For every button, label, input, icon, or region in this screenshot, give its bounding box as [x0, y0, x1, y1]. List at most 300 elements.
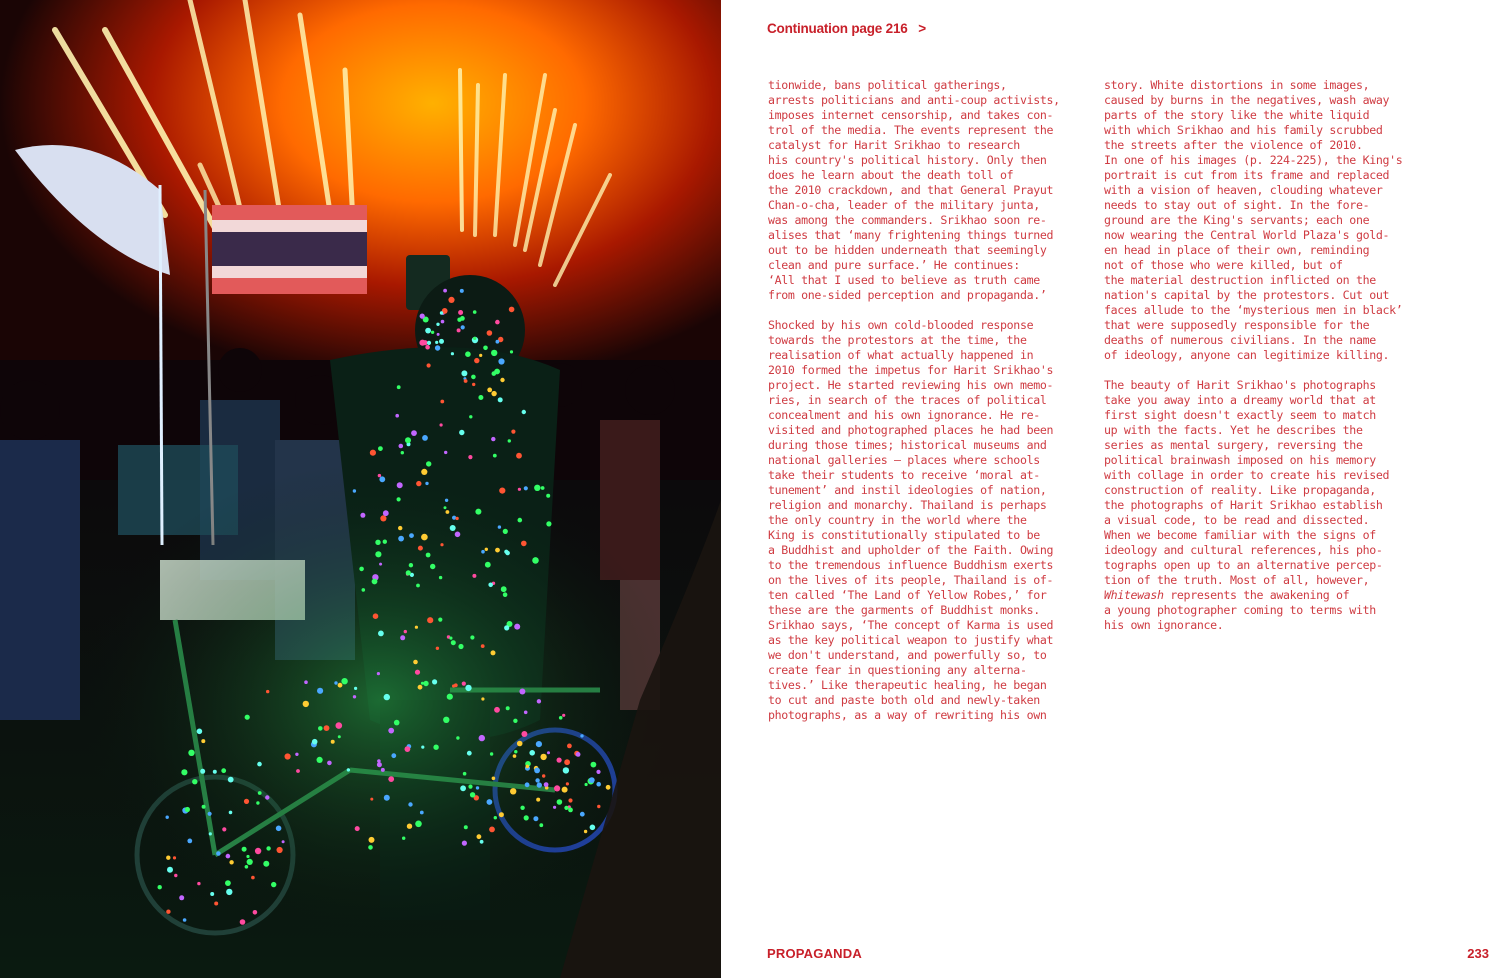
- led-light: [524, 815, 529, 820]
- led-light: [590, 825, 596, 831]
- led-light: [158, 885, 162, 889]
- led-light: [501, 586, 507, 592]
- led-light: [532, 557, 539, 564]
- led-light: [427, 341, 431, 345]
- led-light: [443, 717, 449, 723]
- led-light: [375, 551, 381, 557]
- text-line: Srikhao says, ‘The concept of Karma is used: [768, 618, 1054, 632]
- text-line: caused by burns in the negatives, wash away: [1104, 93, 1390, 107]
- led-light: [485, 548, 488, 551]
- led-light: [464, 825, 468, 829]
- led-light: [536, 798, 540, 802]
- led-light: [464, 379, 468, 383]
- text-line: first sight doesn't exactly seem to match: [1104, 408, 1376, 422]
- led-light: [201, 739, 205, 743]
- led-light: [327, 761, 332, 766]
- led-light: [559, 716, 563, 720]
- led-light: [487, 388, 492, 393]
- led-light: [487, 330, 493, 336]
- led-light: [597, 805, 600, 808]
- led-light: [388, 776, 394, 782]
- text-line: imposes internet censorship, and takes con-: [768, 108, 1054, 122]
- led-light: [537, 782, 542, 787]
- text-line: story. White distortions in some images,: [1104, 78, 1370, 92]
- led-light: [433, 745, 438, 750]
- led-light: [564, 806, 568, 810]
- text-line: that were supposedly responsible for the: [1104, 318, 1370, 332]
- text-line: ‘All that I used to believe as truth came: [768, 273, 1040, 287]
- led-light: [397, 497, 401, 501]
- led-light: [468, 785, 472, 789]
- led-light: [564, 759, 570, 765]
- italic-title: Whitewash: [1104, 588, 1164, 602]
- led-light: [460, 785, 466, 791]
- led-light: [514, 624, 520, 630]
- text-line: a Buddhist and upholder of the Faith. Owing: [768, 543, 1054, 557]
- led-light: [494, 707, 500, 713]
- led-light: [500, 378, 504, 382]
- led-light: [498, 358, 504, 364]
- led-light: [295, 753, 298, 756]
- led-light: [214, 902, 218, 906]
- led-light: [415, 670, 420, 675]
- continuation-label: Continuation page 216: [767, 21, 908, 36]
- led-light: [179, 895, 184, 900]
- led-light: [421, 746, 424, 749]
- led-light: [473, 337, 476, 340]
- led-light: [377, 672, 380, 675]
- text-line: the material destruction inflicted on the: [1104, 273, 1376, 287]
- led-light: [426, 461, 431, 466]
- led-light: [415, 626, 418, 629]
- led-light: [312, 739, 318, 745]
- led-light: [451, 640, 456, 645]
- led-light: [183, 918, 187, 922]
- led-light: [463, 772, 467, 776]
- led-light: [347, 768, 350, 771]
- text-line: the 2010 crackdown, and that General Prayut: [768, 183, 1054, 197]
- led-light: [457, 318, 461, 322]
- text-line-tail: represents the awakening of: [1163, 588, 1350, 602]
- led-light: [491, 437, 495, 441]
- led-light: [436, 647, 439, 650]
- text-line: tion of the truth. Most of all, however,: [1104, 573, 1370, 587]
- led-light: [446, 510, 450, 514]
- led-light: [226, 889, 232, 895]
- led-light: [465, 685, 471, 691]
- led-light: [336, 722, 343, 729]
- text-line: [1104, 588, 1440, 603]
- led-light: [188, 750, 194, 756]
- led-light: [394, 720, 400, 726]
- led-light: [271, 882, 276, 887]
- led-light: [536, 741, 542, 747]
- led-light: [567, 744, 572, 749]
- led-light: [458, 310, 463, 315]
- led-light: [557, 758, 562, 763]
- led-light: [282, 840, 285, 843]
- led-light: [402, 837, 405, 840]
- led-light: [554, 785, 560, 791]
- led-light: [469, 415, 472, 418]
- led-light: [418, 546, 423, 551]
- led-light: [516, 453, 522, 459]
- led-light: [481, 644, 485, 648]
- text-line: as the key political weapon to justify what: [768, 633, 1054, 647]
- led-light: [448, 297, 454, 303]
- led-light: [539, 823, 543, 827]
- led-light: [210, 892, 214, 896]
- led-light: [526, 765, 530, 769]
- led-light: [544, 782, 549, 787]
- led-light: [491, 350, 497, 356]
- led-light: [540, 754, 546, 760]
- text-line: political brainwash imposed on his memory: [1104, 453, 1376, 467]
- led-light: [425, 482, 428, 485]
- led-light: [476, 786, 479, 789]
- led-light: [596, 782, 601, 787]
- led-light: [384, 795, 390, 801]
- led-light: [395, 414, 399, 418]
- led-light: [209, 832, 212, 835]
- led-light: [181, 769, 187, 775]
- led-light: [470, 792, 475, 797]
- led-light: [459, 430, 464, 435]
- led-light: [317, 688, 323, 694]
- led-light: [541, 486, 545, 490]
- led-light: [388, 728, 394, 734]
- led-light: [411, 430, 417, 436]
- led-light: [553, 806, 556, 809]
- text-line: these are the garments of Buddhist monks.: [768, 603, 1040, 617]
- text-line: national galleries – places where schools: [768, 453, 1040, 467]
- led-light: [401, 451, 404, 454]
- led-light: [229, 860, 233, 864]
- led-light: [277, 847, 283, 853]
- led-light: [478, 395, 483, 400]
- led-light: [470, 635, 474, 639]
- led-light: [534, 768, 540, 774]
- led-light: [379, 476, 385, 482]
- led-light: [256, 801, 259, 804]
- led-light: [457, 328, 461, 332]
- fireworks-photo: [0, 0, 721, 978]
- text-line: create fear in questioning any alterna-: [768, 663, 1027, 677]
- led-light: [513, 719, 517, 723]
- led-light: [263, 861, 269, 867]
- led-light: [369, 837, 375, 843]
- text-line: a young photographer coming to terms with: [1104, 603, 1376, 617]
- led-light: [521, 731, 527, 737]
- led-light: [447, 694, 453, 700]
- led-light: [499, 488, 505, 494]
- paragraph-gap: [1104, 363, 1440, 378]
- led-light: [368, 845, 373, 850]
- led-light: [479, 735, 485, 741]
- led-light: [513, 754, 517, 758]
- text-line: clean and pure surface.’ He continues:: [768, 258, 1020, 272]
- led-light: [324, 725, 330, 731]
- led-light: [435, 341, 438, 344]
- led-light: [373, 613, 379, 619]
- led-light: [440, 543, 443, 546]
- led-light: [423, 681, 428, 686]
- led-light: [216, 851, 221, 856]
- text-line: a visual code, to be read and dissected.: [1104, 513, 1370, 527]
- text-line: In one of his images (p. 224-225), the King's: [1104, 153, 1403, 167]
- led-light: [258, 791, 262, 795]
- text-line: en head in place of their own, reminding: [1104, 243, 1370, 257]
- led-light: [566, 782, 569, 785]
- led-light: [475, 509, 481, 515]
- led-light: [546, 494, 550, 498]
- led-light: [585, 783, 588, 786]
- led-light: [397, 482, 403, 488]
- led-light: [317, 757, 323, 763]
- led-light: [421, 534, 428, 541]
- led-light: [400, 635, 405, 640]
- led-light: [384, 694, 390, 700]
- led-light: [514, 750, 517, 753]
- led-light: [430, 564, 435, 569]
- led-light: [422, 435, 428, 441]
- led-light: [318, 726, 323, 731]
- led-light: [303, 701, 309, 707]
- led-light: [481, 697, 484, 700]
- led-light: [483, 346, 488, 351]
- led-light: [370, 450, 376, 456]
- paragraph-gap: [768, 303, 1104, 318]
- text-line: the photographs of Harit Srikhao establish: [1104, 498, 1383, 512]
- led-light: [458, 644, 463, 649]
- led-light: [508, 439, 511, 442]
- led-light: [496, 340, 500, 344]
- led-light: [562, 714, 565, 717]
- led-light: [504, 550, 508, 554]
- led-light: [355, 826, 360, 831]
- led-light: [432, 679, 437, 684]
- paragraph: [1104, 378, 1440, 588]
- text-line: arrests politicians and anti-coup activists,: [768, 93, 1060, 107]
- led-light: [359, 567, 364, 572]
- led-light: [229, 811, 233, 815]
- text-line: photographs, as a way of rewriting his own: [768, 708, 1047, 722]
- led-light: [173, 856, 176, 859]
- led-light: [494, 369, 500, 375]
- led-light: [557, 799, 563, 805]
- text-line: with which Srikhao and his family scrubbed: [1104, 123, 1383, 137]
- led-light: [562, 787, 568, 793]
- paragraph: [1104, 78, 1440, 363]
- led-light: [353, 695, 356, 698]
- text-line: tives.’ Like therapeutic healing, he began: [768, 678, 1047, 692]
- text-line: construction of reality. Like propaganda,: [1104, 483, 1376, 497]
- led-light: [247, 859, 253, 865]
- led-light: [197, 729, 203, 735]
- led-light: [202, 805, 206, 809]
- led-light: [437, 333, 440, 336]
- led-light: [407, 824, 412, 829]
- led-light: [445, 499, 448, 502]
- text-line: with a vision of heaven, clouding whatever: [1104, 183, 1383, 197]
- led-light: [251, 876, 255, 880]
- led-light: [425, 345, 430, 350]
- led-light: [580, 734, 583, 737]
- led-light: [522, 410, 526, 414]
- led-light: [420, 811, 424, 815]
- paragraph-tail: [1104, 603, 1440, 633]
- led-light: [435, 345, 440, 350]
- led-light: [537, 699, 541, 703]
- text-line: When we become familiar with the signs of: [1104, 528, 1376, 542]
- text-line: to cut and paste both old and newly-taken: [768, 693, 1040, 707]
- led-light: [485, 562, 491, 568]
- led-light: [436, 323, 439, 326]
- led-light: [487, 799, 493, 805]
- led-light: [341, 678, 347, 684]
- led-light: [443, 289, 447, 293]
- text-line: the only country in the world where the: [768, 513, 1027, 527]
- text-line: alises that ‘many frightening things turned: [768, 228, 1054, 242]
- led-light: [468, 455, 472, 459]
- led-light: [519, 689, 525, 695]
- led-light: [174, 874, 177, 877]
- text-line: not of those who were killed, but of: [1104, 258, 1343, 272]
- led-light: [285, 753, 291, 759]
- led-light: [499, 812, 504, 817]
- led-light: [439, 576, 442, 579]
- led-light: [524, 711, 528, 715]
- led-light: [192, 779, 197, 784]
- led-light: [494, 816, 497, 819]
- led-light: [506, 706, 510, 710]
- led-light: [547, 751, 550, 754]
- text-line: ground are the King's servants; each one: [1104, 213, 1370, 227]
- text-line: was among the commanders. Srikhao soon re-: [768, 213, 1047, 227]
- led-light: [397, 385, 401, 389]
- led-light: [495, 548, 500, 553]
- led-light: [510, 788, 516, 794]
- led-light: [488, 583, 493, 588]
- led-light: [166, 910, 170, 914]
- led-light: [372, 579, 378, 585]
- led-light: [456, 736, 459, 739]
- led-light: [222, 827, 226, 831]
- text-line: take their students to receive ‘moral at-: [768, 468, 1040, 482]
- led-light: [529, 750, 535, 756]
- led-light: [491, 650, 496, 655]
- led-light: [474, 358, 479, 363]
- led-light: [521, 541, 527, 547]
- led-light: [378, 631, 384, 637]
- led-light: [576, 752, 581, 757]
- text-line: nation's capital by the protestors. Cut out: [1104, 288, 1390, 302]
- led-light: [524, 486, 528, 490]
- text-line: deaths of numerous civilians. In the name: [1104, 333, 1376, 347]
- led-light: [438, 618, 442, 622]
- led-light: [441, 320, 445, 324]
- led-light: [415, 821, 422, 828]
- led-light: [461, 370, 467, 376]
- text-line: project. He started reviewing his own memo-: [768, 378, 1054, 392]
- led-light: [379, 563, 382, 566]
- text-line: from one-sided perception and propaganda.’: [768, 288, 1047, 302]
- led-light: [510, 350, 513, 353]
- led-light: [489, 827, 495, 833]
- led-light: [416, 584, 420, 588]
- led-light: [472, 574, 476, 578]
- led-light: [465, 351, 471, 357]
- led-light: [409, 533, 414, 538]
- continuation-link[interactable]: [767, 21, 926, 36]
- led-light: [427, 363, 431, 367]
- led-light: [226, 854, 231, 859]
- text-line: 2010 formed the impetus for Harit Srikhao's: [768, 363, 1054, 377]
- led-light: [439, 339, 444, 344]
- led-light: [257, 762, 262, 767]
- led-light: [520, 806, 524, 810]
- led-light: [440, 400, 444, 404]
- text-line: portrait is cut from its frame and replaced: [1104, 168, 1390, 182]
- section-label: PROPAGANDA: [767, 946, 862, 961]
- text-line: does he learn about the death toll of: [768, 168, 1014, 182]
- text-line: faces allude to the ‘mysterious men in black’: [1104, 303, 1403, 317]
- led-light: [455, 532, 461, 538]
- led-light: [166, 816, 169, 819]
- led-light: [362, 588, 366, 592]
- led-light: [563, 767, 569, 773]
- text-line: out to be hidden underneath that seemingly: [768, 243, 1047, 257]
- page-number: 233: [1467, 946, 1489, 961]
- led-light: [360, 513, 365, 518]
- led-light: [377, 762, 382, 767]
- text-line: realisation of what actually happened in: [768, 348, 1034, 362]
- chevron-right-icon: >: [918, 21, 926, 36]
- led-light: [383, 510, 389, 516]
- led-light: [398, 526, 402, 530]
- text-line: religion and monarchy. Thailand is perhaps: [768, 498, 1047, 512]
- led-light: [378, 474, 381, 477]
- led-light: [492, 777, 496, 781]
- led-light: [589, 777, 595, 783]
- led-light: [444, 451, 447, 454]
- led-light: [208, 812, 212, 816]
- led-light: [338, 683, 343, 688]
- led-light: [296, 769, 300, 773]
- led-light: [200, 769, 205, 774]
- led-light: [495, 320, 500, 325]
- led-light: [584, 830, 587, 833]
- led-light: [331, 740, 335, 744]
- text-line: during those times; historical museums and: [768, 438, 1047, 452]
- article-column-right: [1104, 78, 1440, 633]
- led-light: [479, 354, 482, 357]
- led-light: [461, 325, 465, 329]
- led-light: [225, 880, 231, 886]
- led-light: [490, 752, 493, 755]
- led-light: [450, 525, 456, 531]
- text-line: concealment and his own ignorance. He re-: [768, 408, 1040, 422]
- text-line: Shocked by his own cold-blooded response: [768, 318, 1034, 332]
- text-line: up with the facts. Yet he describes the: [1104, 423, 1363, 437]
- led-light: [493, 454, 497, 458]
- text-line: his own ignorance.: [1104, 618, 1224, 632]
- led-light: [503, 529, 508, 534]
- led-light: [353, 489, 356, 492]
- led-light: [462, 682, 466, 686]
- led-light: [421, 469, 427, 475]
- text-line: ideology and cultural references, his pho-: [1104, 543, 1383, 557]
